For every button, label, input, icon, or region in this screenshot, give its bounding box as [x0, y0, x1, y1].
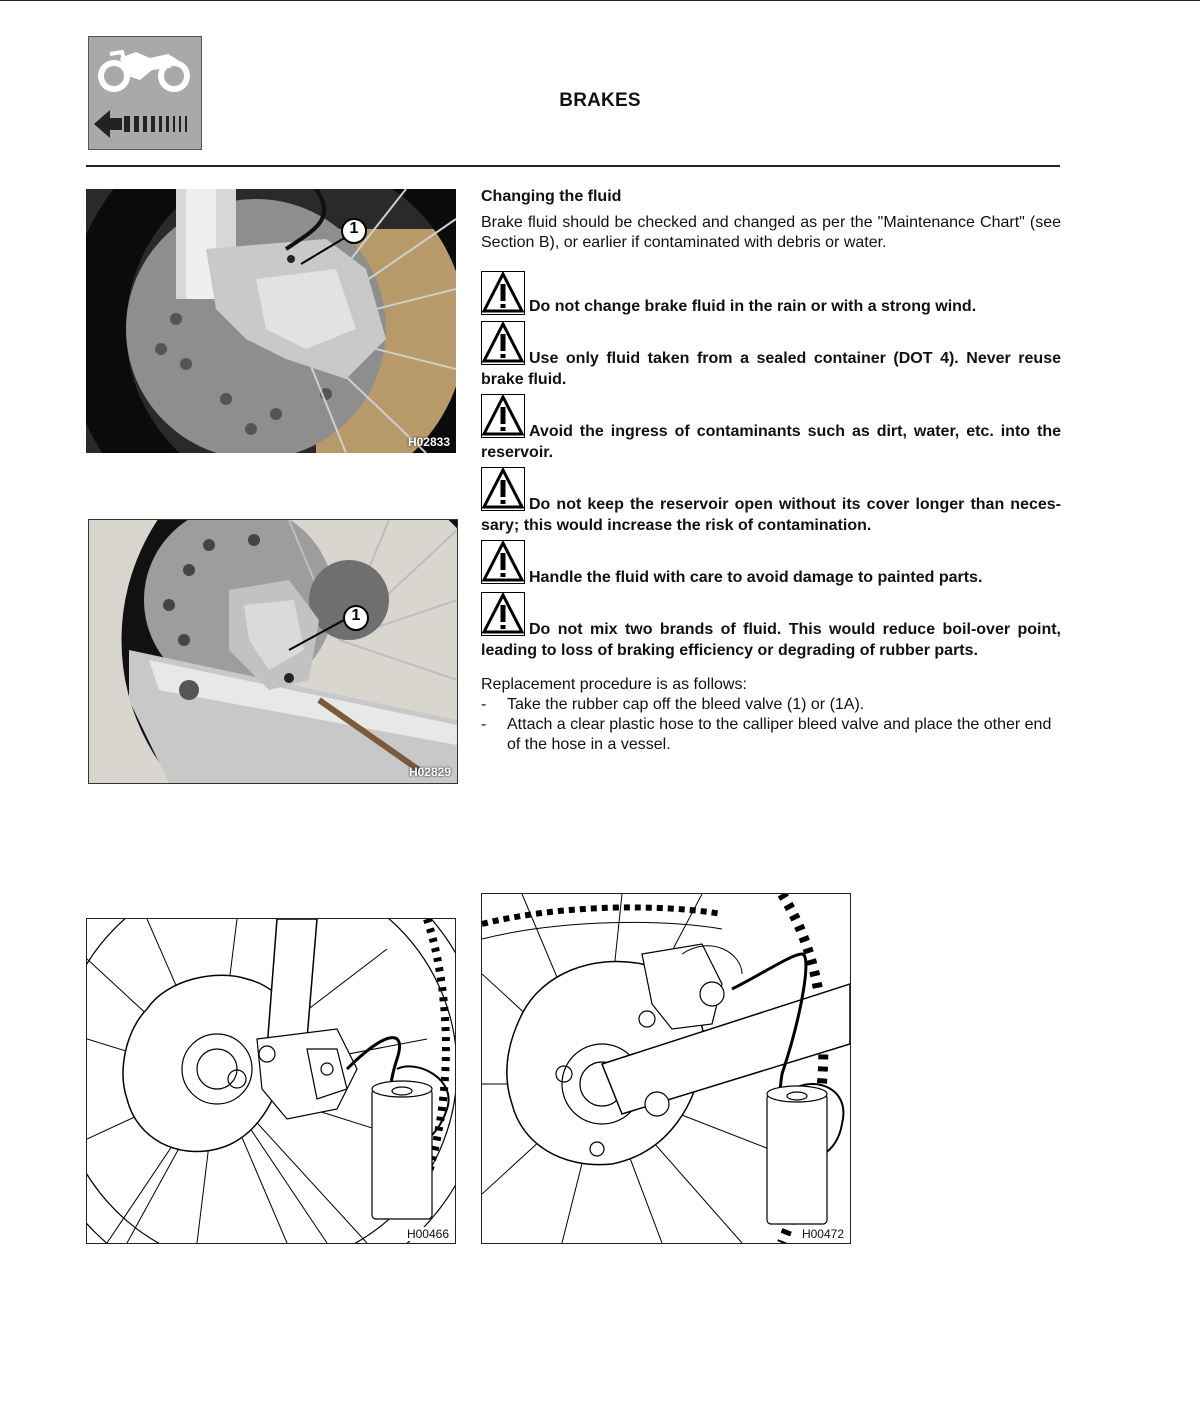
list-item	[481, 695, 1061, 715]
step-text: Attach a clear plastic hose to the calliper bleed valve and place the other end of the hose in a vessel.	[507, 716, 1052, 753]
warning-item	[481, 467, 1061, 536]
photo-code: H02833	[407, 435, 450, 449]
warning-text: Do not keep the reservoir open without its cover longer than neces-sary; this would increase the risk of contamination.	[481, 496, 1061, 534]
callout-label: 1	[351, 607, 361, 624]
warning-text: Handle the fluid with care to avoid damage to painted parts.	[529, 569, 983, 586]
step-marker: -	[481, 716, 487, 733]
rear-caliper-photo	[88, 519, 458, 784]
warning-icon	[481, 592, 525, 636]
warning-text: Avoid the ingress of contaminants such as dirt, water, etc. into the reservoir.	[481, 423, 1061, 461]
procedure-intro: Replacement procedure is as follows:	[481, 676, 747, 693]
warning-item	[481, 592, 1061, 661]
intro-paragraph: Brake fluid should be checked and changed as per the "Maintenance Chart" (see Section B), or earlier if contaminated with debris or water.	[481, 214, 1061, 251]
warning-text: Do not change brake fluid in the rain or with a strong wind.	[529, 298, 977, 315]
header-rule	[86, 165, 1060, 167]
front-caliper-photo	[86, 189, 456, 453]
section-icon	[88, 36, 202, 150]
page-title: BRAKES	[559, 90, 641, 111]
front-bleed-drawing	[86, 918, 456, 1244]
warning-icon	[481, 271, 525, 315]
section-subheading: Changing the fluid	[481, 188, 622, 205]
warning-item	[481, 271, 1061, 317]
text-column	[481, 187, 1061, 755]
drawing-code: H00466	[406, 1227, 449, 1241]
warning-item	[481, 540, 1061, 588]
warning-item	[481, 394, 1061, 463]
warning-text: Use only fluid taken from a sealed container (DOT 4). Never reuse brake fluid.	[481, 350, 1061, 388]
callout-label: 1	[349, 220, 359, 237]
list-item	[481, 715, 1061, 755]
warning-icon	[481, 394, 525, 438]
photo-code: H02829	[408, 765, 451, 779]
procedure-steps	[481, 695, 1061, 755]
step-text: Take the rubber cap off the bleed valve (1) or (1A).	[507, 696, 865, 713]
warning-item	[481, 321, 1061, 390]
top-rule	[0, 0, 1200, 1]
drawing-code: H00472	[801, 1227, 844, 1241]
warning-icon	[481, 540, 525, 584]
warning-icon	[481, 321, 525, 365]
warning-text: Do not mix two brands of fluid. This would reduce boil-over point, leading to loss of braking efficiency or degrading of rubber parts.	[481, 621, 1061, 659]
warning-icon	[481, 467, 525, 511]
rear-bleed-drawing	[481, 893, 851, 1244]
step-marker: -	[481, 696, 487, 713]
